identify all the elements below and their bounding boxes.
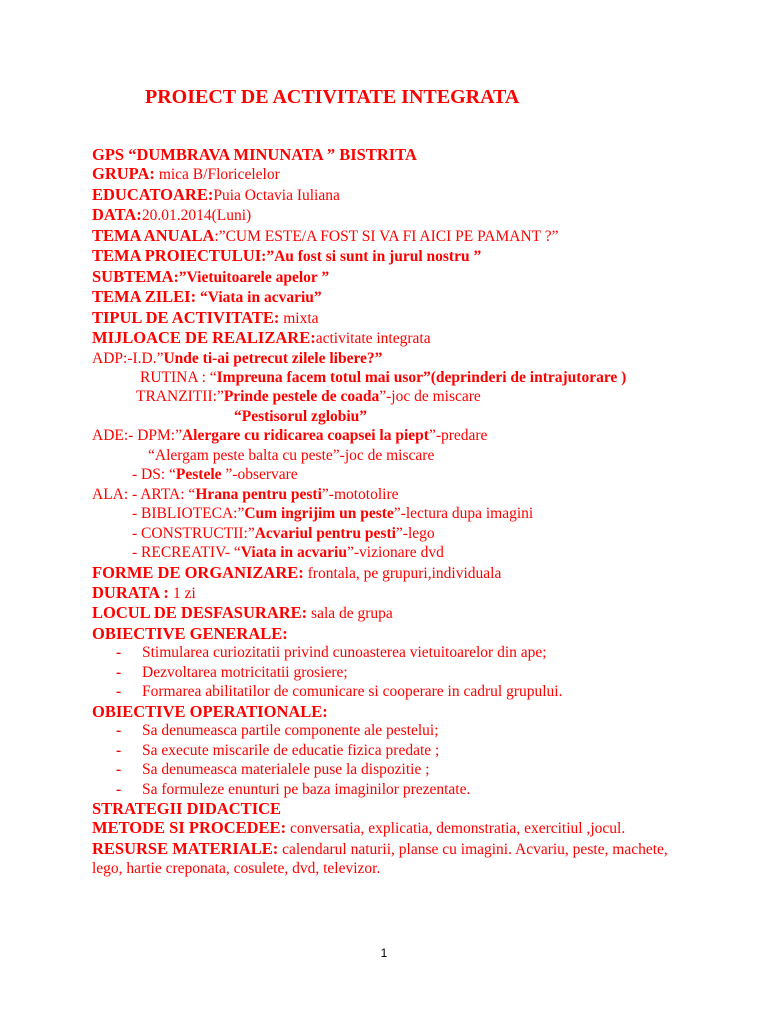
tranzitii-second-line: “Pestisorul zglobiu” <box>234 407 368 425</box>
subtema-line <box>92 267 692 287</box>
ade-second-line: “Alergam peste balta cu peste”-joc de miscare <box>148 446 435 464</box>
ade-ds-line <box>92 465 692 484</box>
list-item-text: Dezvoltarea motricitatii grosiere; <box>142 663 348 681</box>
ala-line <box>92 485 692 504</box>
forme-label: FORME DE ORGANIZARE: <box>92 562 304 582</box>
grupa-value: mica B/Floricelelor <box>154 166 280 184</box>
rutina-line <box>92 368 692 387</box>
adp-bold: Unde ti-ai petrecut zilele libere?” <box>163 349 383 367</box>
ade-ds-suffix: ”-observare <box>225 466 298 484</box>
list-item <box>92 682 692 701</box>
list-dash: - <box>116 644 122 662</box>
adp-line <box>92 349 692 368</box>
subtema-value: :”Vietuitoarele apelor ” <box>173 268 330 286</box>
grupa-line <box>92 164 692 184</box>
tema-proiectului-value: :”Au fost si sunt in jurul nostru ” <box>261 248 482 266</box>
ala-item-bold: Viata in acvariu <box>240 544 347 562</box>
educatoare-label: EDUCATOARE: <box>92 184 214 204</box>
list-item <box>92 780 692 799</box>
ala-item-prefix: - RECREATIV- “ <box>132 544 241 562</box>
ade-bold: Alergare cu ridicarea coapsei la piept <box>181 427 429 445</box>
data-label: DATA: <box>92 205 142 225</box>
ala-item-suffix: ”-lectura dupa imagini <box>393 505 534 523</box>
tranzitii-line <box>92 387 692 406</box>
ade-suffix: ”-predare <box>428 427 488 445</box>
list-item-text: Formarea abilitatilor de comunicare si cooperare in cadrul grupului. <box>142 683 563 701</box>
tema-proiectului-label: TEMA PROIECTULUI <box>92 246 262 266</box>
obiective-generale-heading: OBIECTIVE GENERALE: <box>92 623 288 643</box>
ade-ds-bold: Pestele <box>175 466 226 484</box>
tipul-activitate-value: mixta <box>279 309 319 327</box>
list-item <box>92 760 692 779</box>
durata-label: DURATA : <box>92 582 173 602</box>
ala-bold: Hrana pentru pesti <box>195 485 322 503</box>
locul-label: LOCUL DE DESFASURARE: <box>92 603 308 623</box>
ala-suffix: ”-mototolire <box>321 485 399 503</box>
gps-line: GPS “DUMBRAVA MINUNATA ” BISTRITA <box>92 145 417 164</box>
list-item-text: Stimularea curiozitatii privind cunoasterea vietuitoarelor din ape; <box>142 644 547 662</box>
resurse-label: RESURSE MATERIALE: <box>92 838 279 858</box>
list-item <box>92 663 692 682</box>
locul-value: sala de grupa <box>307 605 393 623</box>
ala-item-recreativ <box>92 543 692 562</box>
list-dash: - <box>116 780 122 798</box>
document-body <box>92 145 692 879</box>
ade-ds-prefix: - DS: “ <box>132 466 176 484</box>
ala-item-bold: Cum ingrijim un peste <box>244 505 394 523</box>
tema-anuala-line <box>92 226 692 246</box>
list-dash: - <box>116 761 122 779</box>
ala-item-prefix: - BIBLIOTECA:” <box>132 505 245 523</box>
tema-zilei-line <box>92 287 692 307</box>
ala-item-suffix: ”-lego <box>395 524 435 542</box>
data-line <box>92 205 692 225</box>
list-item-text: Sa formuleze enunturi pe baza imaginilor prezentate. <box>142 780 471 798</box>
ade-prefix: ADE:- DPM:” <box>92 427 182 445</box>
list-dash: - <box>116 663 122 681</box>
ala-item-prefix: - CONSTRUCTII:” <box>132 524 255 542</box>
list-dash: - <box>116 741 122 759</box>
list-item <box>92 643 692 662</box>
adp-prefix: ADP:-I.D.” <box>92 349 164 367</box>
list-dash: - <box>116 683 122 701</box>
forme-value: frontala, pe grupuri,individuala <box>303 564 502 582</box>
ade-line <box>92 426 692 445</box>
locul-line <box>92 603 692 623</box>
tema-anuala-value: :”CUM ESTE/A FOST SI VA FI AICI PE PAMANT ?” <box>214 227 559 245</box>
tipul-activitate-label: TIPUL DE ACTIVITATE: <box>92 307 280 327</box>
ala-item-biblioteca <box>92 504 692 523</box>
durata-value: 1 zi <box>172 584 196 602</box>
metode-paragraph <box>92 818 692 838</box>
durata-line <box>92 583 692 603</box>
ala-item-bold: Acvariul pentru pesti <box>254 524 396 542</box>
subtema-label: SUBTEMA <box>92 266 174 286</box>
list-item-text: Sa denumeasca partile componente ale pestelui; <box>142 722 439 740</box>
list-item <box>92 721 692 740</box>
forme-line <box>92 563 692 583</box>
resurse-paragraph <box>92 839 692 879</box>
strategii-heading: STRATEGII DIDACTICE <box>92 798 282 818</box>
tema-anuala-label: TEMA ANUALA <box>92 225 215 245</box>
rutina-suffix: ”(deprinderi de intrajutorare ) <box>423 368 627 386</box>
educatoare-line <box>92 185 692 205</box>
metode-value: conversatia, explicatia, demonstratia, exercitiul ,jocul. <box>286 820 626 838</box>
ala-item-suffix: ”-vizionare dvd <box>346 544 444 562</box>
mijloace-line <box>92 328 692 348</box>
tema-proiectului-line <box>92 246 692 266</box>
rutina-bold: Impreuna facem totul mai usor <box>216 368 424 386</box>
tranzitii-bold: Prinde pestele de coada <box>223 388 380 406</box>
tranzitii-suffix: ”-joc de miscare <box>379 388 481 406</box>
grupa-label: GRUPA: <box>92 164 155 184</box>
list-item-text: Sa execute miscarile de educatie fizica predate ; <box>142 741 440 759</box>
list-item-text: Sa denumeasca materialele puse la dispozitie ; <box>142 761 430 779</box>
page-number: 1 <box>380 946 388 960</box>
metode-label: METODE SI PROCEDEE: <box>92 818 287 838</box>
mijloace-label: MIJLOACE DE REALIZARE: <box>92 328 316 348</box>
resurse-value: calendarul naturii, planse cu imagini. Acvariu, peste, machete, lego, hartie creponata, cosulete, dvd, televizor. <box>92 840 668 878</box>
mijloace-value: activitate integrata <box>315 330 431 348</box>
ala-item-constructii <box>92 524 692 543</box>
document-title: PROIECT DE ACTIVITATE INTEGRATA <box>145 86 520 108</box>
rutina-prefix: RUTINA : “ <box>140 368 217 386</box>
data-value: 20.01.2014(Luni) <box>141 207 252 225</box>
list-dash: - <box>116 722 122 740</box>
list-item <box>92 741 692 760</box>
tipul-activitate-line <box>92 308 692 328</box>
tema-zilei-value: “Viata in acvariu” <box>196 289 322 307</box>
tema-zilei-label: TEMA ZILEI: <box>92 287 197 307</box>
ala-prefix: ALA: - ARTA: “ <box>92 485 196 503</box>
educatoare-value: Puia Octavia Iuliana <box>213 186 340 204</box>
obiective-operationale-heading: OBIECTIVE OPERATIONALE: <box>92 701 328 721</box>
tranzitii-prefix: TRANZITII:” <box>136 388 224 406</box>
